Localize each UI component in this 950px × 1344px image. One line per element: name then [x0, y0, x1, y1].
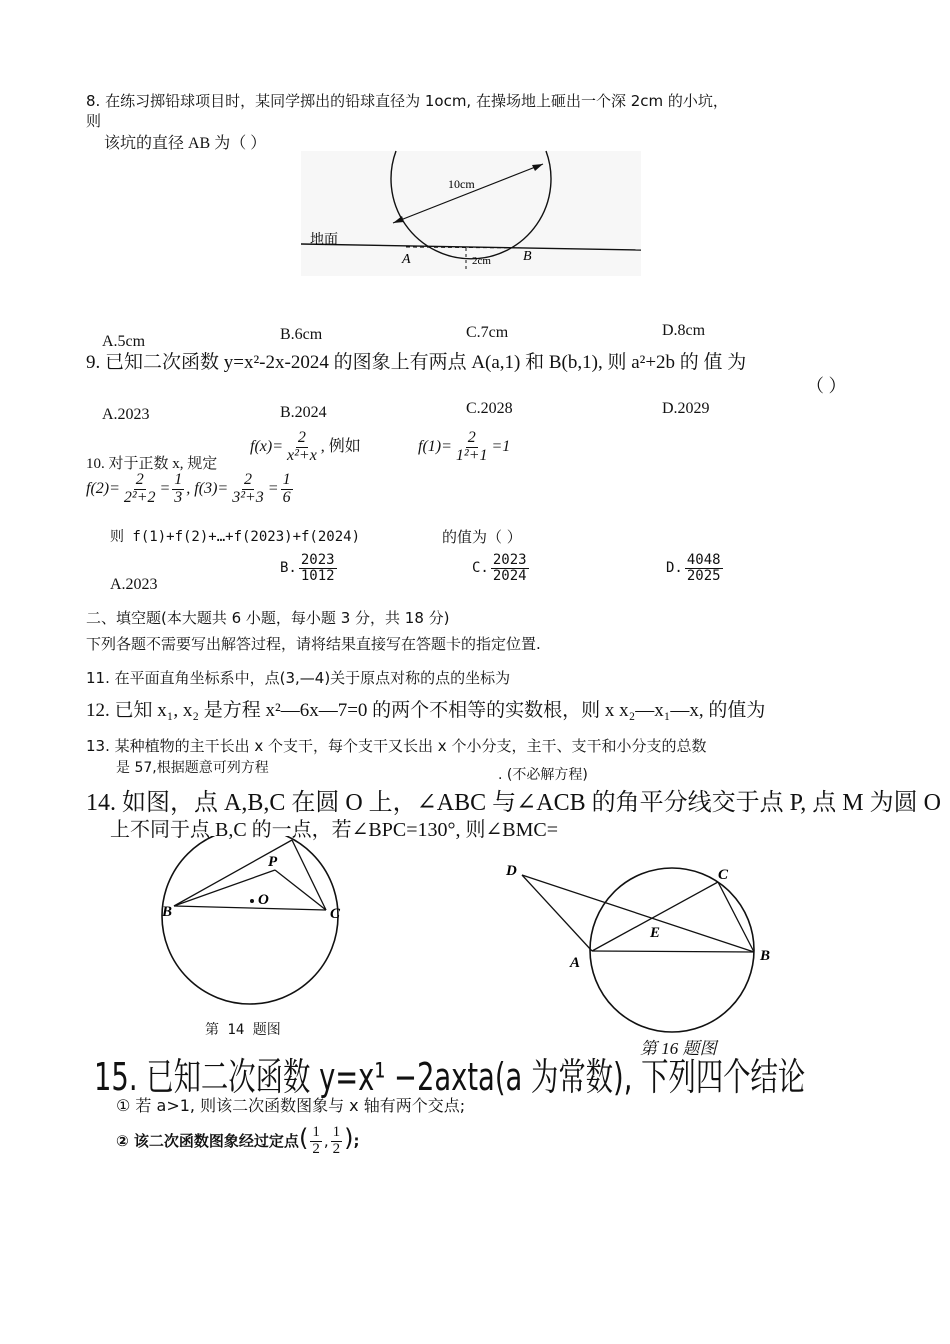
ex1-numerator: 2: [467, 429, 476, 446]
example-word: , 例如: [320, 437, 361, 455]
item2-numerator-1: 1: [312, 1124, 320, 1141]
q8-line1: 8. 在练习掷铅球项目时，某同学掷出的铅球直径为 1ocm, 在操场地上砸出一个深 2cm 的小坑，: [86, 92, 728, 110]
q8-line3: 该坑的直径 AB 为（ ）: [104, 135, 267, 152]
ex2-numerator: 2: [135, 471, 144, 488]
q10-example-2-3: [86, 472, 295, 507]
opt-d-denominator: 2025: [686, 567, 721, 584]
q10-option-b: [280, 553, 339, 583]
q8-option-a: A.5cm: [102, 333, 146, 350]
fx-lhs: f(x)=: [250, 437, 283, 455]
q13-line1: 13. 某种植物的主干长出 x 个支干，每个支干又长出 x 个小分支，主干、支干和小分支的总数: [86, 737, 707, 755]
item2-denominator-1: 2: [312, 1141, 320, 1157]
q13-line2: 是 57,根据题意可列方程: [116, 760, 269, 776]
ex2-lhs: f(2)=: [86, 479, 120, 497]
ex3-result-numerator: 1: [282, 471, 291, 488]
center-dot: [250, 899, 254, 903]
opt-b-fraction: [299, 553, 337, 583]
ex2-fraction: [122, 472, 158, 507]
q14-line2: 上不同于点 B,C 的一点，若∠BPC=130°, 则∠BMC=: [110, 819, 559, 841]
point-b-label: B: [523, 249, 532, 264]
q9-option-b: B.2024: [280, 404, 327, 421]
fig14-caption: 第 14 题图: [205, 1022, 281, 1038]
q10-intro: 10. 对于正数 x, 规定: [86, 456, 218, 472]
ex2-mid: =: [159, 479, 171, 497]
q8-option-d: D.8cm: [662, 322, 706, 339]
q10-sum-tail: 的值为（ ）: [442, 528, 522, 546]
q14-line1: 14. 如图，点 A,B,C 在圆 O 上，∠ABC 与∠ACB 的角平分线交于点 P, 点 M 为圆 O: [86, 790, 941, 816]
opt-d-fraction: [685, 553, 723, 583]
opt-c-fraction: [491, 553, 529, 583]
fig16-label-e: E: [650, 925, 661, 941]
ex1-lhs: f(1)=: [418, 437, 452, 455]
q8-option-b: B.6cm: [280, 326, 323, 343]
ex1-denominator: 1²+1: [455, 446, 488, 464]
fx-fraction: [285, 430, 319, 465]
ex3-fraction: [230, 472, 266, 507]
q8-line2: 则: [86, 112, 102, 130]
ex1-rhs: =1: [491, 437, 511, 455]
q12-text: 12. 已知 x₁, x₂ 是方程 x²—6x—7=0 的两个不相等的实数根，则 x x₂—x₁—x, 的值为: [86, 700, 766, 721]
fig16-label-a: A: [570, 955, 581, 971]
q15-title: 15. 已知二次函数 y=x¹ −2axta(a 为常数), 下列四个结论: [94, 1055, 806, 1099]
fx-numerator: 2: [297, 429, 306, 446]
item2-prefix: ② 该二次函数图象经过定点: [116, 1132, 299, 1150]
segment-bc: [174, 906, 326, 910]
q15-item1: ① 若 a>1, 则该二次函数图象与 x 轴有两个交点;: [116, 1096, 466, 1115]
ex2-result-denominator: 3: [174, 488, 183, 506]
ex3-mid: =: [267, 479, 279, 497]
item2-suffix: ;: [353, 1132, 360, 1150]
opt-c-denominator: 2024: [492, 567, 527, 584]
segment-ab: [592, 951, 754, 952]
q10-example-1: [418, 430, 510, 465]
depth-label: 2cm: [472, 255, 491, 267]
ex2-denominator: 2²+2: [123, 488, 156, 506]
opt-c-numerator: 2023: [492, 552, 527, 568]
fx-denominator: x²+x: [287, 446, 317, 464]
q11-text: 11. 在平面直角坐标系中，点(3,—4)关于原点对称的点的坐标为: [86, 669, 511, 687]
ground-label: 地面: [310, 233, 338, 248]
q9-bracket: （ ）: [806, 376, 847, 396]
circle-16: [590, 868, 754, 1032]
q9-option-a: A.2023: [102, 406, 150, 423]
ex2-result-numerator: 1: [174, 471, 183, 488]
opt-b-denominator: 1012: [300, 567, 335, 584]
ex3-result: [281, 472, 293, 507]
item2-denominator-2: 2: [332, 1141, 341, 1157]
opt-c-label: C.: [472, 560, 489, 577]
q10-option-d: [666, 553, 725, 583]
item2-numerator-2: 1: [332, 1124, 341, 1141]
q10-option-a: A.2023: [110, 576, 158, 593]
paren-open: (: [298, 1124, 309, 1152]
comma: ,: [323, 1132, 329, 1150]
diameter-label: 10cm: [448, 177, 475, 191]
ex3-lhs: , f(3)=: [186, 479, 229, 497]
q10-option-c: [472, 553, 531, 583]
fig16-caption: 第 16 题图: [640, 1039, 717, 1058]
fig16-label-d: D: [506, 863, 517, 879]
q10-definition: [250, 430, 361, 465]
fig16-label-c: C: [718, 867, 729, 883]
section2-note: 下列各题不需要写出解答过程，请将结果直接写在答题卡的指定位置.: [86, 635, 541, 653]
item2-fraction-2: [331, 1125, 343, 1158]
item2-fraction-1: [310, 1125, 322, 1158]
q9-option-d: D.2029: [662, 400, 710, 417]
section2-title: 二、填空题(本大题共 6 小题，每小题 3 分，共 18 分): [86, 609, 450, 627]
paren-close: ): [344, 1124, 354, 1152]
ex3-denominator: 3²+3: [232, 488, 264, 506]
q9-text: 9. 已知二次函数 y=x²-2x-2024 的图象上有两点 A(a,1) 和 B(b,1), 则 a²+2b 的 值 为: [86, 352, 747, 373]
point-a-label: A: [402, 252, 411, 267]
opt-b-label: B.: [280, 560, 297, 577]
q15-item2: [116, 1124, 359, 1158]
circle-o: [162, 836, 338, 1004]
segment-pc: [275, 870, 326, 910]
q8-option-c: C.7cm: [466, 324, 509, 341]
opt-d-numerator: 4048: [686, 552, 721, 568]
fig14-label-c: C: [330, 906, 341, 922]
fig16-label-b: B: [760, 948, 771, 964]
shot-put-figure: [296, 146, 646, 281]
ex3-numerator: 2: [244, 471, 252, 488]
opt-b-numerator: 2023: [300, 552, 335, 568]
figure-14: [160, 836, 350, 1016]
fig14-label-o: O: [258, 892, 269, 908]
fig14-label-b: B: [162, 904, 173, 920]
q9-option-c: C.2028: [466, 400, 513, 417]
ex1-fraction: [454, 430, 490, 465]
figure-16: [500, 855, 790, 1040]
opt-d-label: D.: [666, 560, 683, 577]
fig14-label-p: P: [268, 854, 278, 870]
ex2-result: [172, 472, 184, 507]
figure-background: [301, 151, 641, 276]
q13-line3: . (不必解方程): [498, 767, 588, 783]
q10-sum-text: 则 f(1)+f(2)+…+f(2023)+f(2024): [110, 529, 361, 545]
ex3-result-denominator: 6: [282, 488, 291, 506]
